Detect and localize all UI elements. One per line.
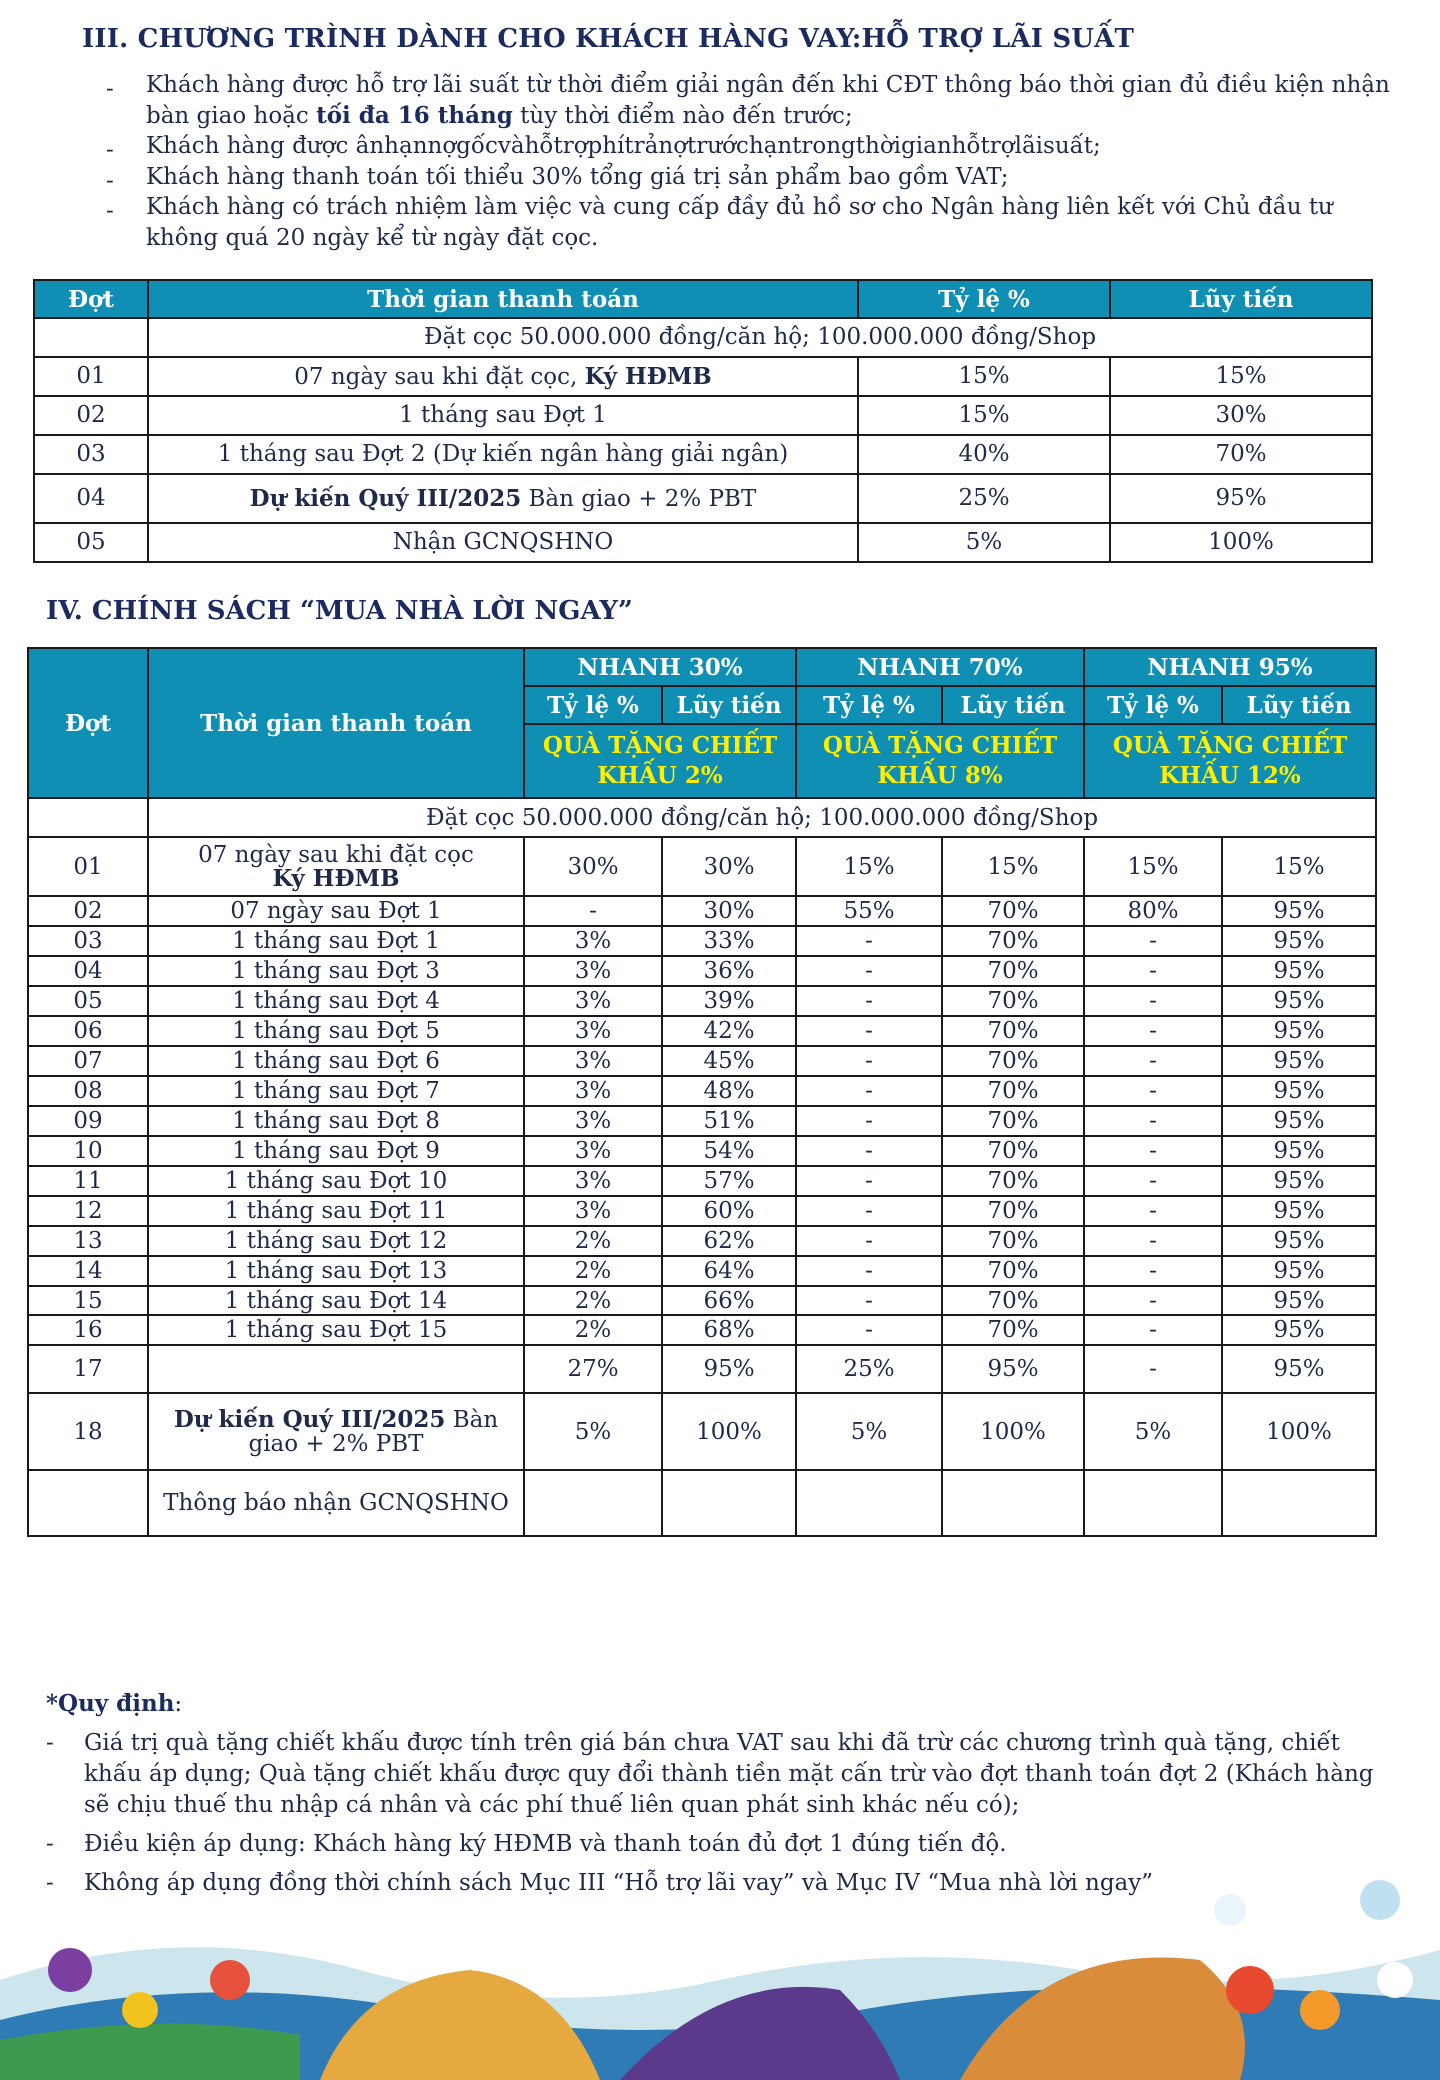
rate-cell: - [796, 1106, 942, 1136]
cumulative-cell: 95% [1222, 1226, 1376, 1256]
rate-cell: - [796, 1256, 942, 1286]
time-text: 1 tháng sau Đợt 15 [224, 1317, 448, 1343]
rate-cell: 27% [524, 1345, 662, 1393]
cumulative-cell: 66% [662, 1286, 796, 1315]
cumulative-cell: 100% [942, 1393, 1084, 1470]
cumulative-cell: 68% [662, 1315, 796, 1345]
cumulative-cell [942, 1470, 1084, 1536]
rate-cell: - [1084, 1196, 1222, 1226]
time-text: 1 tháng sau Đợt 3 [232, 958, 440, 984]
table-row [34, 435, 1372, 474]
table-row [28, 1106, 1376, 1136]
time-text: Thông báo nhận GCNQSHNO [163, 1490, 509, 1516]
rule-item [46, 1728, 1386, 1821]
time-text: 1 tháng sau Đợt 14 [224, 1287, 448, 1314]
cumulative-cell: 70% [942, 1315, 1084, 1345]
rate-cell: 3% [524, 1166, 662, 1196]
cumulative-cell: 95% [1222, 986, 1376, 1016]
dot-cell: 16 [28, 1315, 148, 1345]
time-cell [148, 1345, 524, 1393]
time-cell: 1 tháng sau Đợt 1 [148, 396, 858, 435]
bullet-text: Khách hàng được ânhạnnợgốcvàhỗtrợphítrảnợtrướchạntrongthờigianhỗtrợlãisuất; [146, 133, 1101, 159]
cumulative-cell: 70% [942, 956, 1084, 986]
dot-cell: 12 [28, 1196, 148, 1226]
cumulative-cell: 70% [942, 1196, 1084, 1226]
dot-cell: 13 [28, 1226, 148, 1256]
cumulative-cell: 95% [1222, 1256, 1376, 1286]
header-cumulative: Lũy tiến [662, 686, 796, 724]
time-bold: Ký HĐMB [272, 864, 400, 892]
time-cell [148, 1393, 524, 1470]
rate-cell: - [1084, 926, 1222, 956]
cumulative-cell: 95% [1222, 1106, 1376, 1136]
dot-cell: 01 [34, 357, 148, 396]
dot-cell: 02 [28, 896, 148, 926]
rate-cell: - [1084, 1315, 1222, 1345]
rate-cell: 3% [524, 1136, 662, 1166]
bullet-text: Khách hàng có trách nhiệm làm việc và cung cấp đầy đủ hồ sơ cho Ngân hàng liên kết với Chủ đầu tư không quá 20 ngày kể từ ngày đặt cọc. [146, 194, 1333, 251]
time-cell [148, 1046, 524, 1076]
rate-cell: - [524, 896, 662, 926]
time-text: 1 tháng sau Đợt 4 [232, 988, 440, 1014]
time-bold: Ký HĐMB [584, 362, 712, 390]
cumulative-cell: 64% [662, 1256, 796, 1286]
dot-cell: 03 [34, 435, 148, 474]
time-text: 1 tháng sau Đợt 6 [232, 1048, 440, 1074]
dot-cell: 09 [28, 1106, 148, 1136]
time-cell [148, 1136, 524, 1166]
header-rate: Tỷ lệ % [1084, 686, 1222, 724]
time-text: 1 tháng sau Đợt 1 [232, 928, 440, 954]
bullet-text: Khách hàng được hỗ trợ lãi suất từ thời điểm giải ngân đến khi CĐT thông báo thời gian đủ điều kiện nhận bàn giao hoặc [146, 72, 1390, 129]
bullet-dash: - [46, 1730, 54, 1756]
cumulative-cell: 95% [1222, 926, 1376, 956]
cumulative-cell: 95% [1222, 1345, 1376, 1393]
deposit-row [28, 798, 1376, 837]
gift-label-8: QUÀ TẶNG CHIẾT KHẤU 8% [796, 724, 1084, 798]
time-cell [148, 956, 524, 986]
time-text: 1 tháng sau Đợt 12 [224, 1228, 448, 1254]
time-cell: Nhận GCNQSHNO [148, 523, 858, 562]
bullet-item [106, 131, 1396, 162]
header-rate: Tỷ lệ % [858, 280, 1110, 318]
table-row [28, 1016, 1376, 1046]
rate-cell: - [796, 1136, 942, 1166]
rate-cell: - [1084, 1256, 1222, 1286]
cumulative-cell: 15% [1222, 837, 1376, 896]
rate-cell: - [796, 1166, 942, 1196]
cumulative-cell: 30% [1110, 396, 1372, 435]
cumulative-cell: 30% [662, 896, 796, 926]
rate-cell: 3% [524, 1016, 662, 1046]
rate-cell [524, 1470, 662, 1536]
header-time: Thời gian thanh toán [148, 280, 858, 318]
cumulative-cell [1222, 1470, 1376, 1536]
rate-cell: 15% [858, 396, 1110, 435]
dot-cell: 01 [28, 837, 148, 896]
rules-colon: : [174, 1691, 183, 1717]
cumulative-cell: 70% [942, 1076, 1084, 1106]
rate-cell: - [796, 1315, 942, 1345]
cumulative-cell: 70% [942, 926, 1084, 956]
rate-cell: 40% [858, 435, 1110, 474]
rate-cell: - [796, 1226, 942, 1256]
rule-text: Điều kiện áp dụng: Khách hàng ký HĐMB và thanh toán đủ đợt 1 đúng tiến độ. [84, 1831, 1007, 1857]
time-bold: Dự kiến Quý III/2025 [173, 1405, 446, 1433]
cumulative-cell: 95% [1222, 1196, 1376, 1226]
rate-cell: 25% [858, 474, 1110, 523]
time-cell [148, 1226, 524, 1256]
rate-cell: 30% [524, 837, 662, 896]
time-text: 07 ngày sau khi đặt cọc [198, 841, 474, 868]
cumulative-cell: 95% [1222, 956, 1376, 986]
rate-cell: - [796, 926, 942, 956]
table-row [34, 357, 1372, 396]
deposit-row [34, 318, 1372, 357]
table-row [28, 926, 1376, 956]
header-dot: Đợt [34, 280, 148, 318]
time-text: 07 ngày sau khi đặt cọc, [294, 363, 585, 390]
bullet-dash: - [46, 1870, 54, 1896]
rules-title: *Quy định [46, 1690, 175, 1717]
time-cell [148, 1470, 524, 1536]
time-text: Bàn giao + 2% PBT [248, 1406, 499, 1457]
table-header-row [28, 648, 1376, 686]
rate-cell: 5% [858, 523, 1110, 562]
bullet-dash: - [106, 137, 114, 163]
table-row [28, 986, 1376, 1016]
dot-cell: 10 [28, 1136, 148, 1166]
rate-cell: - [796, 956, 942, 986]
rate-cell: 15% [796, 837, 942, 896]
header-group-95: NHANH 95% [1084, 648, 1376, 686]
table-row [28, 956, 1376, 986]
rate-cell [796, 1470, 942, 1536]
bullet-dash: - [106, 198, 114, 224]
cumulative-cell: 15% [1110, 357, 1372, 396]
rate-cell: - [796, 1076, 942, 1106]
time-cell [148, 1256, 524, 1286]
table-row [34, 474, 1372, 523]
cumulative-cell: 100% [662, 1393, 796, 1470]
rule-text: Giá trị quà tặng chiết khấu được tính trên giá bán chưa VAT sau khi đã trừ các chương trình quà tặng, chiết khấu áp dụng; Quà tặng chiết khấu được quy đổi thành tiền mặt cấn trừ vào đợt thanh toán đợt 2 (Khách hàng sẽ chịu thuế thu nhập cá nhân và các phí thuế liên quan phát sinh khác nếu có); [84, 1730, 1374, 1818]
payment-schedule-table-2 [27, 647, 1377, 1537]
table-row [28, 1166, 1376, 1196]
rate-cell: 3% [524, 1046, 662, 1076]
header-dot: Đợt [28, 648, 148, 798]
cumulative-cell: 30% [662, 837, 796, 896]
rule-text: Không áp dụng đồng thời chính sách Mục III “Hỗ trợ lãi vay” và Mục IV “Mua nhà lời ngay” [84, 1870, 1154, 1896]
time-cell [148, 896, 524, 926]
rate-cell: 2% [524, 1315, 662, 1345]
rate-cell: 2% [524, 1226, 662, 1256]
bullet-text: tùy thời điểm nào đến trước; [512, 102, 853, 129]
time-text: 1 tháng sau Đợt 5 [232, 1018, 440, 1044]
cumulative-cell: 95% [942, 1345, 1084, 1393]
cumulative-cell: 70% [942, 1106, 1084, 1136]
payment-schedule-table-1 [33, 279, 1373, 563]
table-row [28, 1393, 1376, 1470]
rate-cell: - [796, 1016, 942, 1046]
cumulative-cell: 95% [662, 1345, 796, 1393]
time-text: 1 tháng sau Đợt 10 [224, 1168, 448, 1194]
header-cumulative: Lũy tiến [942, 686, 1084, 724]
rate-cell: 3% [524, 1076, 662, 1106]
table-row [28, 1136, 1376, 1166]
rate-cell: - [796, 986, 942, 1016]
bullet-dash: - [106, 167, 114, 194]
gift-label-12: QUÀ TẶNG CHIẾT KHẤU 12% [1084, 724, 1376, 798]
header-time: Thời gian thanh toán [148, 648, 524, 798]
rate-cell: 25% [796, 1345, 942, 1393]
rate-cell: 2% [524, 1256, 662, 1286]
table-row [28, 896, 1376, 926]
cumulative-cell: 70% [942, 1046, 1084, 1076]
bullet-item [106, 70, 1396, 131]
cumulative-cell: 95% [1222, 1136, 1376, 1166]
cumulative-cell: 70% [942, 896, 1084, 926]
rate-cell: - [1084, 1166, 1222, 1196]
dot-cell: 03 [28, 926, 148, 956]
cumulative-cell: 45% [662, 1046, 796, 1076]
bullet-bold: tối đa 16 tháng [316, 101, 513, 129]
rate-cell: 3% [524, 956, 662, 986]
cumulative-cell: 33% [662, 926, 796, 956]
rate-cell: - [1084, 1076, 1222, 1106]
rate-cell: 3% [524, 986, 662, 1016]
table-row [28, 1256, 1376, 1286]
dot-cell: 02 [34, 396, 148, 435]
dot-cell: 17 [28, 1345, 148, 1393]
cumulative-cell: 95% [1222, 1166, 1376, 1196]
time-text: 1 tháng sau Đợt 8 [232, 1108, 440, 1134]
rate-cell: - [796, 1286, 942, 1315]
dot-cell: 05 [28, 986, 148, 1016]
rate-cell: - [1084, 1016, 1222, 1046]
header-rate: Tỷ lệ % [796, 686, 942, 724]
table-row [34, 396, 1372, 435]
cumulative-cell: 95% [1222, 896, 1376, 926]
rate-cell: - [1084, 1106, 1222, 1136]
section-3-bullets [106, 70, 1396, 253]
rate-cell: 5% [1084, 1393, 1222, 1470]
table-row [28, 1226, 1376, 1256]
rate-cell: - [1084, 1136, 1222, 1166]
rate-cell: - [1084, 1345, 1222, 1393]
rules-heading [46, 1688, 1386, 1720]
header-group-70: NHANH 70% [796, 648, 1084, 686]
cumulative-cell: 95% [1222, 1016, 1376, 1046]
rate-cell: - [1084, 1226, 1222, 1256]
deposit-cell: Đặt cọc 50.000.000 đồng/căn hộ; 100.000.000 đồng/Shop [148, 798, 1376, 837]
cumulative-cell: 57% [662, 1166, 796, 1196]
rate-cell: - [1084, 986, 1222, 1016]
time-cell [148, 986, 524, 1016]
rate-cell: 3% [524, 926, 662, 956]
cumulative-cell: 70% [942, 1016, 1084, 1046]
table-row [28, 1345, 1376, 1393]
table-row [28, 1046, 1376, 1076]
time-cell [148, 1166, 524, 1196]
cumulative-cell: 70% [942, 986, 1084, 1016]
cumulative-cell: 54% [662, 1136, 796, 1166]
rate-cell: 3% [524, 1196, 662, 1226]
time-cell [148, 1196, 524, 1226]
table-body [28, 837, 1376, 1536]
dot-cell [28, 1470, 148, 1536]
cumulative-cell: 39% [662, 986, 796, 1016]
cumulative-cell: 42% [662, 1016, 796, 1046]
rate-cell: 5% [796, 1393, 942, 1470]
time-cell [148, 1106, 524, 1136]
dot-cell: 05 [34, 523, 148, 562]
time-cell [148, 357, 858, 396]
dot-cell: 11 [28, 1166, 148, 1196]
dot-cell: 06 [28, 1016, 148, 1046]
time-cell [148, 837, 524, 896]
rate-cell: - [1084, 1046, 1222, 1076]
bullet-text: Khách hàng thanh toán tối thiểu 30% tổng giá trị sản phẩm bao gồm VAT; [146, 163, 1009, 190]
rate-cell: - [1084, 956, 1222, 986]
time-cell [148, 1286, 524, 1315]
cumulative-cell: 48% [662, 1076, 796, 1106]
cumulative-cell: 70% [942, 1286, 1084, 1315]
header-group-30: NHANH 30% [524, 648, 796, 686]
table-row [28, 1196, 1376, 1226]
cumulative-cell: 70% [942, 1136, 1084, 1166]
table-cell [28, 798, 148, 837]
header-cumulative: Lũy tiến [1222, 686, 1376, 724]
cumulative-cell: 60% [662, 1196, 796, 1226]
time-cell [148, 1076, 524, 1106]
time-cell [148, 1016, 524, 1046]
rate-cell [1084, 1470, 1222, 1536]
section-4-title: IV. CHÍNH SÁCH “MUA NHÀ LỜI NGAY” [46, 596, 633, 626]
cumulative-cell: 100% [1222, 1393, 1376, 1470]
table-row [28, 1076, 1376, 1106]
cumulative-cell: 95% [1222, 1076, 1376, 1106]
rate-cell: - [1084, 1286, 1222, 1315]
table-row [28, 837, 1376, 896]
cumulative-cell: 100% [1110, 523, 1372, 562]
rate-cell: 15% [858, 357, 1110, 396]
cumulative-cell: 51% [662, 1106, 796, 1136]
rate-cell: 2% [524, 1286, 662, 1315]
rate-cell: - [796, 1046, 942, 1076]
rate-cell: 55% [796, 896, 942, 926]
bullet-dash: - [46, 1831, 54, 1857]
time-text: Bàn giao + 2% PBT [521, 485, 757, 512]
time-bold: Dự kiến Quý III/2025 [249, 484, 522, 512]
cumulative-cell: 70% [942, 1226, 1084, 1256]
rate-cell: 80% [1084, 896, 1222, 926]
dot-cell: 18 [28, 1393, 148, 1470]
time-cell [148, 926, 524, 956]
time-cell [148, 1315, 524, 1345]
bullet-item [106, 162, 1396, 193]
table-row [28, 1315, 1376, 1345]
time-text: 1 tháng sau Đợt 13 [224, 1258, 448, 1284]
dot-cell: 14 [28, 1256, 148, 1286]
rate-cell: 3% [524, 1106, 662, 1136]
cumulative-cell: 36% [662, 956, 796, 986]
time-text: 1 tháng sau Đợt 7 [232, 1078, 440, 1104]
cumulative-cell: 70% [1110, 435, 1372, 474]
dot-cell: 08 [28, 1076, 148, 1106]
cumulative-cell: 70% [942, 1166, 1084, 1196]
cumulative-cell: 15% [942, 837, 1084, 896]
table-row [34, 523, 1372, 562]
section-3-title: III. CHƯƠNG TRÌNH DÀNH CHO KHÁCH HÀNG VAY:HỖ TRỢ LÃI SUẤT [82, 24, 1135, 54]
dot-cell: 07 [28, 1046, 148, 1076]
decorative-footer-illustration [0, 1860, 1440, 2080]
header-cumulative: Lũy tiến [1110, 280, 1372, 318]
dot-cell: 15 [28, 1286, 148, 1315]
gift-label-2: QUÀ TẶNG CHIẾT KHẤU 2% [524, 724, 796, 798]
time-text: 07 ngày sau Đợt 1 [230, 898, 442, 924]
cumulative-cell: 62% [662, 1226, 796, 1256]
time-cell: 1 tháng sau Đợt 2 (Dự kiến ngân hàng giải ngân) [148, 435, 858, 474]
bullet-dash: - [106, 76, 114, 102]
deposit-cell: Đặt cọc 50.000.000 đồng/căn hộ; 100.000.000 đồng/Shop [148, 318, 1372, 357]
rule-item [46, 1829, 1386, 1860]
time-text: 1 tháng sau Đợt 11 [224, 1198, 448, 1224]
cumulative-cell: 70% [942, 1256, 1084, 1286]
table-cell [34, 318, 148, 357]
cumulative-cell: 95% [1222, 1315, 1376, 1345]
cumulative-cell: 95% [1222, 1046, 1376, 1076]
table-header-row [34, 280, 1372, 318]
rate-cell: 15% [1084, 837, 1222, 896]
cumulative-cell: 95% [1222, 1286, 1376, 1315]
cumulative-cell: 95% [1110, 474, 1372, 523]
bullet-item [106, 192, 1396, 253]
rate-cell: 5% [524, 1393, 662, 1470]
table-row [28, 1286, 1376, 1315]
time-text: 1 tháng sau Đợt 9 [232, 1138, 440, 1164]
rate-cell: - [796, 1196, 942, 1226]
cumulative-cell [662, 1470, 796, 1536]
dot-cell: 04 [34, 474, 148, 523]
dot-cell: 04 [28, 956, 148, 986]
table-row [28, 1470, 1376, 1536]
header-rate: Tỷ lệ % [524, 686, 662, 724]
time-cell [148, 474, 858, 523]
